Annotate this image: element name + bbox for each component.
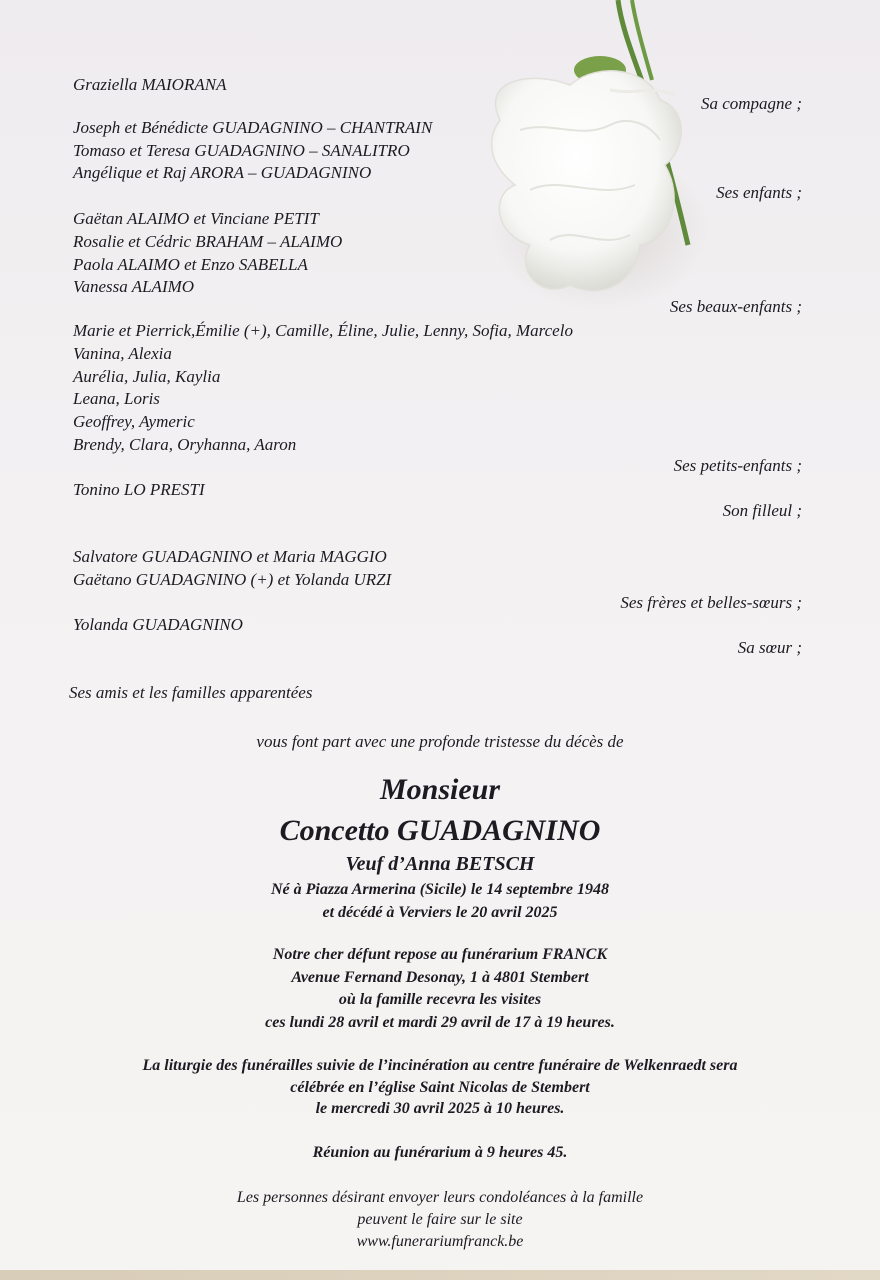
friends-line: Ses amis et les familles apparentées [69, 683, 313, 702]
sibling-name: Salvatore GUADAGNINO et Maria MAGGIO [73, 547, 387, 566]
stepchildren-relation: Ses beaux-enfants ; [669, 297, 802, 316]
child-name: Angélique et Raj ARORA – GUADAGNINO [73, 163, 372, 182]
meeting-line: Réunion au funérarium à 9 heures 45. [312, 1144, 568, 1161]
child-name: Tomaso et Teresa GUADAGNINO – SANALITRO [73, 141, 410, 160]
godson-relation: Son filleul ; [722, 501, 802, 520]
white-flower-illustration [460, 0, 710, 330]
sister-name: Yolanda GUADAGNINO [73, 615, 243, 634]
stepchild-name: Vanessa ALAIMO [73, 277, 195, 296]
visitation-line: ces lundi 28 avril et mardi 29 avril de 17 à 19 heures. [265, 1014, 615, 1031]
website-link[interactable]: www.funerariumfranck.be [356, 1233, 524, 1250]
widower-line: Veuf d’Anna BETSCH [345, 853, 535, 875]
liturgy-line: La liturgie des funérailles suivie de l’incinération au centre funéraire de Welkenraedt sera [142, 1057, 738, 1074]
grandchildren-line: Aurélia, Julia, Kaylia [73, 367, 221, 386]
visitation-line: Avenue Fernand Desonay, 1 à 4801 Stembert [291, 969, 589, 986]
death-line: et décédé à Verviers le 20 avril 2025 [322, 904, 558, 921]
liturgy-line: célébrée en l’église Saint Nicolas de Stembert [290, 1079, 590, 1096]
announcement-intro: vous font part avec une profonde tristesse du décès de [256, 732, 624, 751]
siblings-relation: Ses frères et belles-sœurs ; [620, 593, 802, 612]
child-name: Joseph et Bénédicte GUADAGNINO – CHANTRAIN [73, 118, 433, 137]
sibling-name: Gaëtano GUADAGNINO (+) et Yolanda URZI [73, 570, 392, 589]
visitation-line: où la famille recevra les visites [338, 991, 542, 1008]
visitation-line: Notre cher défunt repose au funérarium FRANCK [272, 946, 608, 963]
deceased-name: Concetto GUADAGNINO [279, 814, 601, 847]
liturgy-line: le mercredi 30 avril 2025 à 10 heures. [315, 1100, 565, 1117]
companion-relation: Sa compagne ; [700, 94, 802, 113]
paper-bottom-edge [0, 1270, 880, 1280]
deceased-honorific: Monsieur [379, 773, 501, 806]
godson-name: Tonino LO PRESTI [73, 480, 205, 499]
stepchild-name: Gaëtan ALAIMO et Vinciane PETIT [73, 209, 319, 228]
children-relation: Ses enfants ; [716, 183, 802, 202]
stepchild-name: Paola ALAIMO et Enzo SABELLA [73, 255, 308, 274]
grandchildren-line: Leana, Loris [73, 389, 160, 408]
grandchildren-line: Vanina, Alexia [73, 344, 172, 363]
birth-line: Né à Piazza Armerina (Sicile) le 14 septembre 1948 [270, 881, 610, 898]
condolences-line: peuvent le faire sur le site [357, 1211, 523, 1228]
sister-relation: Sa sœur ; [737, 638, 802, 657]
stepchild-name: Rosalie et Cédric BRAHAM – ALAIMO [73, 232, 343, 251]
grandchildren-relation: Ses petits-enfants ; [673, 456, 802, 475]
grandchildren-line: Brendy, Clara, Oryhanna, Aaron [73, 435, 297, 454]
condolences-line: Les personnes désirant envoyer leurs condoléances à la famille [236, 1189, 644, 1206]
grandchildren-line: Marie et Pierrick,Émilie (+), Camille, Éline, Julie, Lenny, Sofia, Marcelo [73, 321, 573, 340]
grandchildren-line: Geoffrey, Aymeric [73, 412, 195, 431]
companion-name: Graziella MAIORANA [73, 75, 227, 94]
